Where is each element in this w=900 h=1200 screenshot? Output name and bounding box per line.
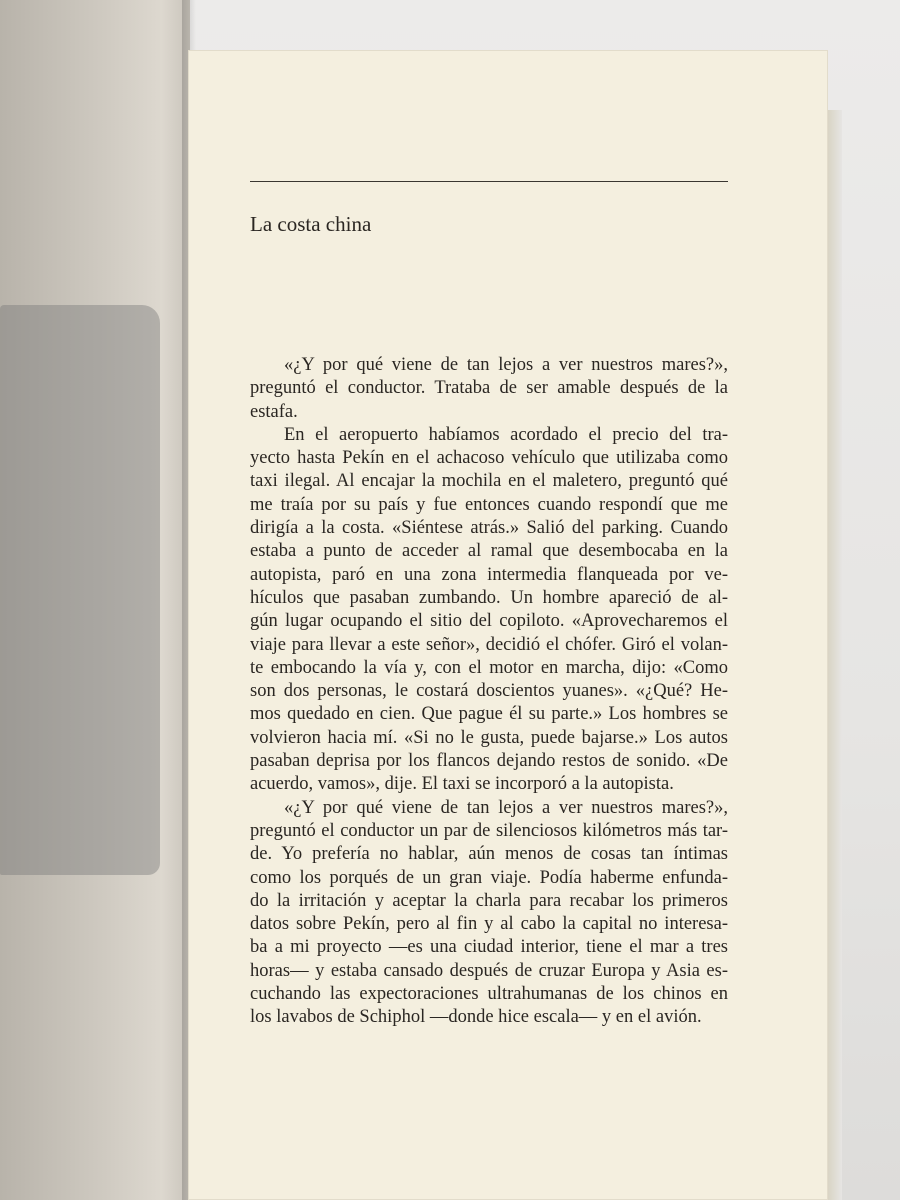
text-line: horas— y estaba cansado después de cruzar Europa y Asia es-: [250, 960, 728, 981]
text-line: autopista, paró en una zona intermedia flanqueada por ve-: [250, 564, 728, 585]
body-text: [250, 354, 728, 1030]
text-line: ba a mi proyecto —es una ciudad interior, tiene el mar a tres: [250, 937, 728, 958]
text-line: de. Yo prefería no hablar, aún menos de cosas tan íntimas: [250, 844, 728, 865]
text-line: gún lugar ocupando el sitio del copiloto. «Aprovecharemos el: [250, 611, 728, 632]
text-line: datos sobre Pekín, pero al fin y al cabo la capital no interesa-: [250, 914, 728, 935]
text-line: volvieron hacia mí. «Si no le gusta, puede bajarse.» Los autos: [250, 727, 728, 748]
paragraph: [250, 354, 728, 424]
text-line: yecto hasta Pekín en el achacoso vehículo que utilizaba como: [250, 448, 728, 469]
text-line: cuchando las expectoraciones ultrahumanas de los chinos en: [250, 984, 728, 1005]
paragraph: [250, 424, 728, 797]
text-line: pasaban deprisa por los flancos dejando restos de sonido. «De: [250, 751, 728, 772]
text-line: estaba a punto de acceder al ramal que desembocaba en la: [250, 541, 728, 562]
text-line: taxi ilegal. Al encajar la mochila en el maletero, preguntó qué: [250, 471, 728, 492]
left-page: [0, 0, 190, 1200]
header-rule: [250, 181, 728, 182]
text-line: «¿Y por qué viene de tan lejos a ver nuestros mares?»,: [284, 797, 728, 818]
text-line: do la irritación y aceptar la charla para recabar los primeros: [250, 890, 728, 911]
text-line: te embocando la vía y, con el motor en marcha, dijo: «Como: [250, 657, 728, 678]
text-line: preguntó el conductor. Trataba de ser amable después de la: [250, 378, 728, 399]
text-line: «¿Y por qué viene de tan lejos a ver nuestros mares?»,: [284, 355, 728, 375]
paragraph: [250, 797, 728, 1030]
page-edge: [828, 110, 842, 1200]
text-line: son dos personas, le costará doscientos yuanes». «¿Qué? He-: [250, 681, 728, 702]
chapter-title: La costa china: [250, 212, 372, 236]
right-page: [188, 50, 828, 1200]
text-line: hículos que pasaban zumbando. Un hombre apareció de al-: [250, 587, 728, 608]
text-line: los lavabos de Schiphol —donde hice escala— y en el avión.: [250, 1007, 702, 1028]
bleed-through-map: [0, 305, 160, 875]
text-line: me traía por su país y fue entonces cuando respondí que me: [250, 494, 728, 515]
text-line: preguntó el conductor un par de silenciosos kilómetros más tar-: [250, 820, 728, 841]
text-line: acuerdo, vamos», dije. El taxi se incorporó a la autopista.: [250, 774, 674, 795]
text-line: estafa.: [250, 401, 298, 422]
text-line: mos quedado en cien. Que pague él su parte.» Los hombres se: [250, 704, 728, 725]
text-line: dirigía a la costa. «Siéntese atrás.» Salió del parking. Cuando: [250, 518, 728, 539]
text-line: viaje para llevar a este señor», decidió el chófer. Giró el volan-: [250, 634, 728, 655]
text-line: como los porqués de un gran viaje. Podía haberme enfunda-: [250, 867, 728, 888]
text-line: En el aeropuerto habíamos acordado el precio del tra-: [284, 424, 728, 445]
